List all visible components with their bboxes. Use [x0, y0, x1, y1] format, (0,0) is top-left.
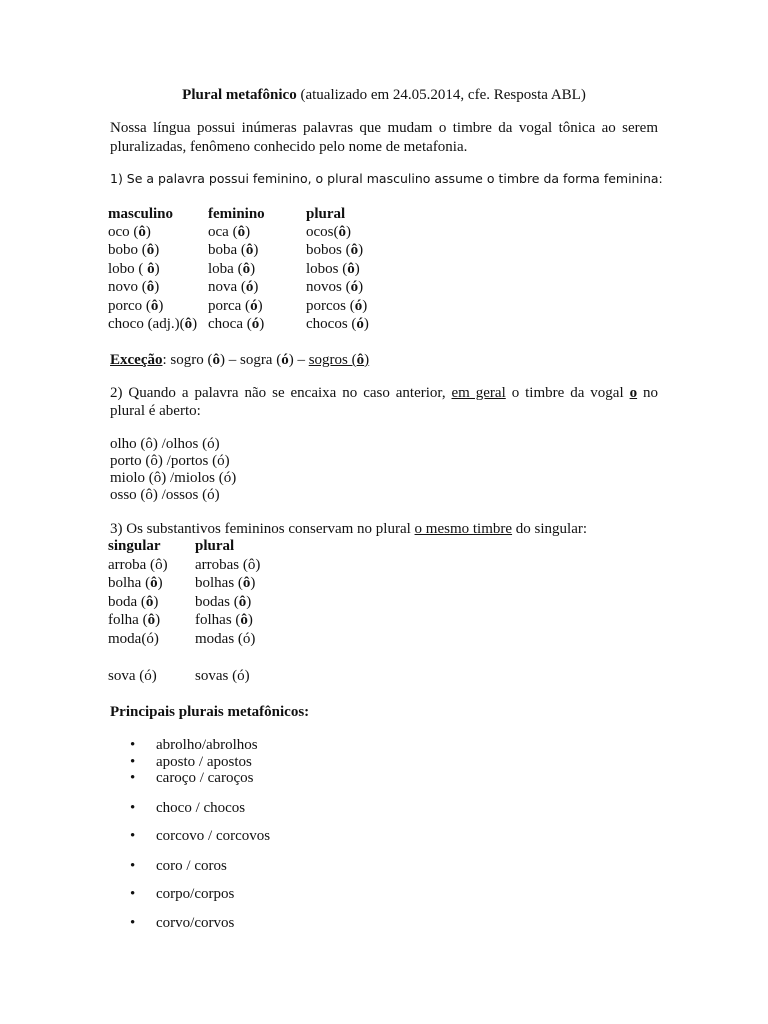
table-1-cell: [306, 241, 363, 259]
list-item-text: abrolho/abrolhos: [156, 737, 258, 753]
exception-text-3: ) –: [288, 352, 309, 368]
table-3-cell-vowel: ô: [238, 594, 247, 610]
table-3-cell-close: ): [153, 594, 159, 610]
table-1-cell-vowel: ô: [138, 224, 146, 240]
table-3-cell-word: folha (: [108, 612, 148, 628]
table-3-cell: [195, 593, 251, 611]
exception-vowel-1: ô: [212, 352, 220, 368]
rule-1-text: 1) Se a palavra possui feminino, o plural masculino assume o timbre da forma feminina:: [110, 171, 663, 186]
table-3-cell-word: sova (: [108, 668, 145, 684]
table-3-cell: [108, 667, 157, 685]
exception-line: [110, 351, 369, 369]
list-item-text: aposto / apostos: [156, 754, 252, 770]
table-3-cell-word: bodas (: [195, 594, 239, 610]
table-1-cell-vowel: ô: [147, 261, 155, 277]
table-1-cell-close: ): [257, 298, 263, 314]
table-3-cell-word: bolha (: [108, 575, 151, 591]
intro-line-1: Nossa língua possui inúmeras palavras que mudam o timbre da vogal tônica ao serem: [110, 120, 658, 136]
table-1-cell: [306, 297, 367, 315]
rule-3-underline: o mesmo timbre: [414, 521, 513, 537]
table-1-cell-vowel: ô: [242, 261, 251, 277]
table-1-cell-word: boba (: [208, 242, 246, 258]
table-3-cell-close: ): [247, 612, 253, 628]
table-3-cell-close: ): [250, 631, 256, 647]
table-3-cell-vowel: ô: [145, 594, 154, 610]
table-1-header-plural: plural: [306, 206, 346, 222]
table-3-cell-word: modas (: [195, 631, 243, 647]
table-3-cell-vowel: ô: [240, 612, 248, 628]
list-item-text: coro / coros: [156, 858, 227, 874]
example-2-item: porto (ô) /portos (ó): [110, 453, 230, 469]
table-1-cell-close: ): [358, 279, 364, 295]
table-1-cell-close: ): [192, 316, 198, 332]
bullet-icon: •: [130, 886, 136, 902]
rule-2-text-1: 2) Quando a palavra não se encaixa no caso anterior,: [110, 385, 452, 401]
table-1-cell-vowel: ô: [347, 261, 355, 277]
bullet-icon: •: [130, 858, 136, 874]
table-1-cell: [108, 278, 159, 296]
table-1-cell-close: ): [250, 261, 256, 277]
table-3-cell-word: moda(: [108, 631, 147, 647]
table-3-header-plural: plural: [195, 538, 235, 554]
table-3-cell-word: boda (: [108, 594, 146, 610]
table-1-cell-word: porcos (: [306, 298, 355, 314]
table-3-cell-close: ): [246, 594, 252, 610]
table-1-cell: [108, 315, 197, 333]
table-1-cell-word: ocos(: [306, 224, 339, 240]
table-1-cell-vowel: ô: [350, 242, 359, 258]
table-3-cell-word: arroba (: [108, 557, 156, 573]
table-1-cell-word: oco (: [108, 224, 139, 240]
table-3-cell-vowel: ô: [242, 575, 251, 591]
rule-2-text-3: no: [637, 385, 659, 401]
table-3-cell-word: folhas (: [195, 612, 241, 628]
table-1-cell-close: ): [363, 316, 369, 332]
example-2-item: osso (ô) /ossos (ó): [110, 487, 220, 503]
table-1-cell: [208, 223, 250, 241]
rule-3-line: [110, 520, 587, 538]
exception-text-5: ): [364, 352, 370, 368]
exception-label: Exceção: [110, 352, 163, 368]
table-1-cell: [306, 260, 360, 278]
table-1-cell-word: bobo (: [108, 242, 147, 258]
title-bold: Plural metafônico: [182, 87, 297, 103]
table-3-cell-vowel: ó: [237, 668, 245, 684]
table-1-cell-close: ): [358, 242, 364, 258]
rule-2-line-1: [110, 384, 658, 402]
table-3-cell-close: ): [162, 557, 168, 573]
table-1-cell-word: nova (: [208, 279, 246, 295]
bullet-icon: •: [130, 770, 136, 786]
exception-text-2: ) – sogra (: [219, 352, 282, 368]
table-3-cell-word: sovas (: [195, 668, 238, 684]
title-rest: (atualizado em 24.05.2014, cfe. Resposta ABL): [296, 87, 586, 103]
table-3-cell-vowel: ô: [247, 557, 256, 573]
table-1-cell: [108, 260, 160, 278]
table-1-cell-close: ): [362, 298, 368, 314]
table-1-cell-vowel: ó: [245, 279, 254, 295]
list-item-text: corcovo / corcovos: [156, 828, 271, 844]
table-1-cell-close: ): [154, 279, 160, 295]
table-1-cell-word: oca (: [208, 224, 238, 240]
table-3-cell-word: arrobas (: [195, 557, 248, 573]
table-3-cell-word: bolhas (: [195, 575, 243, 591]
table-3-cell-vowel: ó: [146, 631, 154, 647]
exception-vowel-2: ó: [281, 352, 289, 368]
example-2-item: miolo (ô) /miolos (ó): [110, 470, 237, 486]
list-item-text: choco / chocos: [156, 800, 246, 816]
rule-2-text-2: o timbre da vogal: [505, 385, 630, 401]
table-1-cell: [108, 297, 163, 315]
table-3-header-singular: singular: [108, 538, 161, 554]
exception-vowel-3: ô: [356, 352, 365, 368]
table-3-cell: [195, 630, 255, 648]
table-1-cell-vowel: ô: [338, 224, 346, 240]
list-item-text: corpo/corpos: [156, 886, 235, 902]
table-1-cell-close: ): [158, 298, 164, 314]
table-1-cell: [108, 241, 159, 259]
table-1-cell: [306, 278, 363, 296]
table-3-cell: [195, 667, 250, 685]
table-3-cell-close: ): [244, 668, 250, 684]
table-1-cell-word: choco (adj.)(: [108, 316, 185, 332]
table-1-cell-word: novo (: [108, 279, 147, 295]
table-3-cell: [195, 556, 260, 574]
table-3-cell-vowel: ô: [150, 575, 158, 591]
table-1-cell-close: ): [346, 224, 351, 240]
table-1-cell-word: novos (: [306, 279, 351, 295]
table-1-cell: [306, 223, 351, 241]
table-3-cell: [108, 630, 159, 648]
table-1-cell-word: choca (: [208, 316, 252, 332]
rule-2-underline: em geral: [451, 385, 506, 401]
table-3-cell: [108, 574, 163, 592]
table-3-cell-vowel: ó: [144, 668, 152, 684]
table-3-cell-close: ): [255, 557, 261, 573]
table-1-cell-vowel: ó: [350, 279, 359, 295]
table-3-cell: [108, 611, 160, 629]
table-3-cell-close: ): [151, 668, 157, 684]
table-1-cell-word: lobo (: [108, 261, 148, 277]
table-1-cell-close: ): [354, 261, 360, 277]
table-3-cell: [108, 556, 168, 574]
rule-2-vowel: o: [629, 385, 638, 401]
table-3-cell: [195, 574, 255, 592]
table-1-cell-close: ): [259, 316, 265, 332]
rule-3-text-2: do singular:: [512, 521, 588, 537]
intro-line-2: pluralizadas, fenômeno conhecido pelo nome de metafonia.: [110, 139, 468, 155]
bullet-icon: •: [130, 754, 136, 770]
table-1-cell: [208, 278, 258, 296]
list-item-text: corvo/corvos: [156, 915, 235, 931]
table-3-cell-vowel: ó: [242, 631, 251, 647]
table-3-cell-vowel: ô: [147, 612, 156, 628]
exception-text-1: : sogro (: [162, 352, 213, 368]
page-title: [0, 86, 768, 104]
table-1-cell-vowel: ó: [354, 298, 363, 314]
rule-2-line-2: plural é aberto:: [110, 403, 201, 419]
table-1-cell-vowel: ô: [146, 279, 155, 295]
table-1-cell-close: ): [245, 224, 251, 240]
table-3-cell-vowel: ô: [155, 557, 163, 573]
table-3-cell-close: ): [153, 631, 159, 647]
table-1-cell: [208, 315, 264, 333]
table-1-cell-vowel: ô: [184, 316, 193, 332]
table-1-cell: [208, 260, 255, 278]
table-1-cell: [108, 223, 151, 241]
table-1-header-feminino: feminino: [208, 206, 265, 222]
table-3-cell: [108, 593, 158, 611]
table-1-cell-vowel: ó: [251, 316, 260, 332]
table-1-header-masculino: masculino: [108, 206, 174, 222]
table-3-cell: [195, 611, 253, 629]
table-3-cell-close: ): [250, 575, 256, 591]
table-3-cell-close: ): [157, 575, 163, 591]
table-1-cell-vowel: ô: [146, 242, 155, 258]
table-1-cell-close: ): [154, 242, 160, 258]
list-item-text: caroço / caroços: [156, 770, 254, 786]
rule-3-text-1: 3) Os substantivos femininos conservam no plural: [110, 521, 415, 537]
table-1-cell: [306, 315, 369, 333]
table-1-cell-word: porco (: [108, 298, 151, 314]
table-1-cell-word: lobos (: [306, 261, 348, 277]
bullet-icon: •: [130, 915, 136, 931]
table-1-cell-vowel: ô: [245, 242, 254, 258]
bullet-icon: •: [130, 800, 136, 816]
table-1-cell-close: ): [154, 261, 160, 277]
table-1-cell-vowel: ô: [237, 224, 246, 240]
exception-text-4: sogros (: [308, 352, 357, 368]
principais-heading: Principais plurais metafônicos:: [110, 704, 310, 720]
table-1-cell-word: loba (: [208, 261, 243, 277]
intro-paragraph: [110, 119, 658, 157]
table-1-cell-word: porca (: [208, 298, 251, 314]
table-1-cell: [208, 241, 258, 259]
table-3-cell-close: ): [155, 612, 161, 628]
bullet-icon: •: [130, 737, 136, 753]
exception-underlined: [309, 352, 369, 368]
table-1-cell-close: ): [253, 242, 259, 258]
table-1-cell-close: ): [145, 224, 151, 240]
table-1-cell-word: bobos (: [306, 242, 351, 258]
bullet-icon: •: [130, 828, 136, 844]
table-1-cell-vowel: ô: [150, 298, 159, 314]
table-1-cell-word: chocos (: [306, 316, 357, 332]
example-2-item: olho (ô) /olhos (ó): [110, 436, 220, 452]
table-1-cell: [208, 297, 263, 315]
table-1-cell-close: ): [253, 279, 259, 295]
table-1-cell-vowel: ó: [250, 298, 258, 314]
table-1-cell-vowel: ó: [356, 316, 364, 332]
